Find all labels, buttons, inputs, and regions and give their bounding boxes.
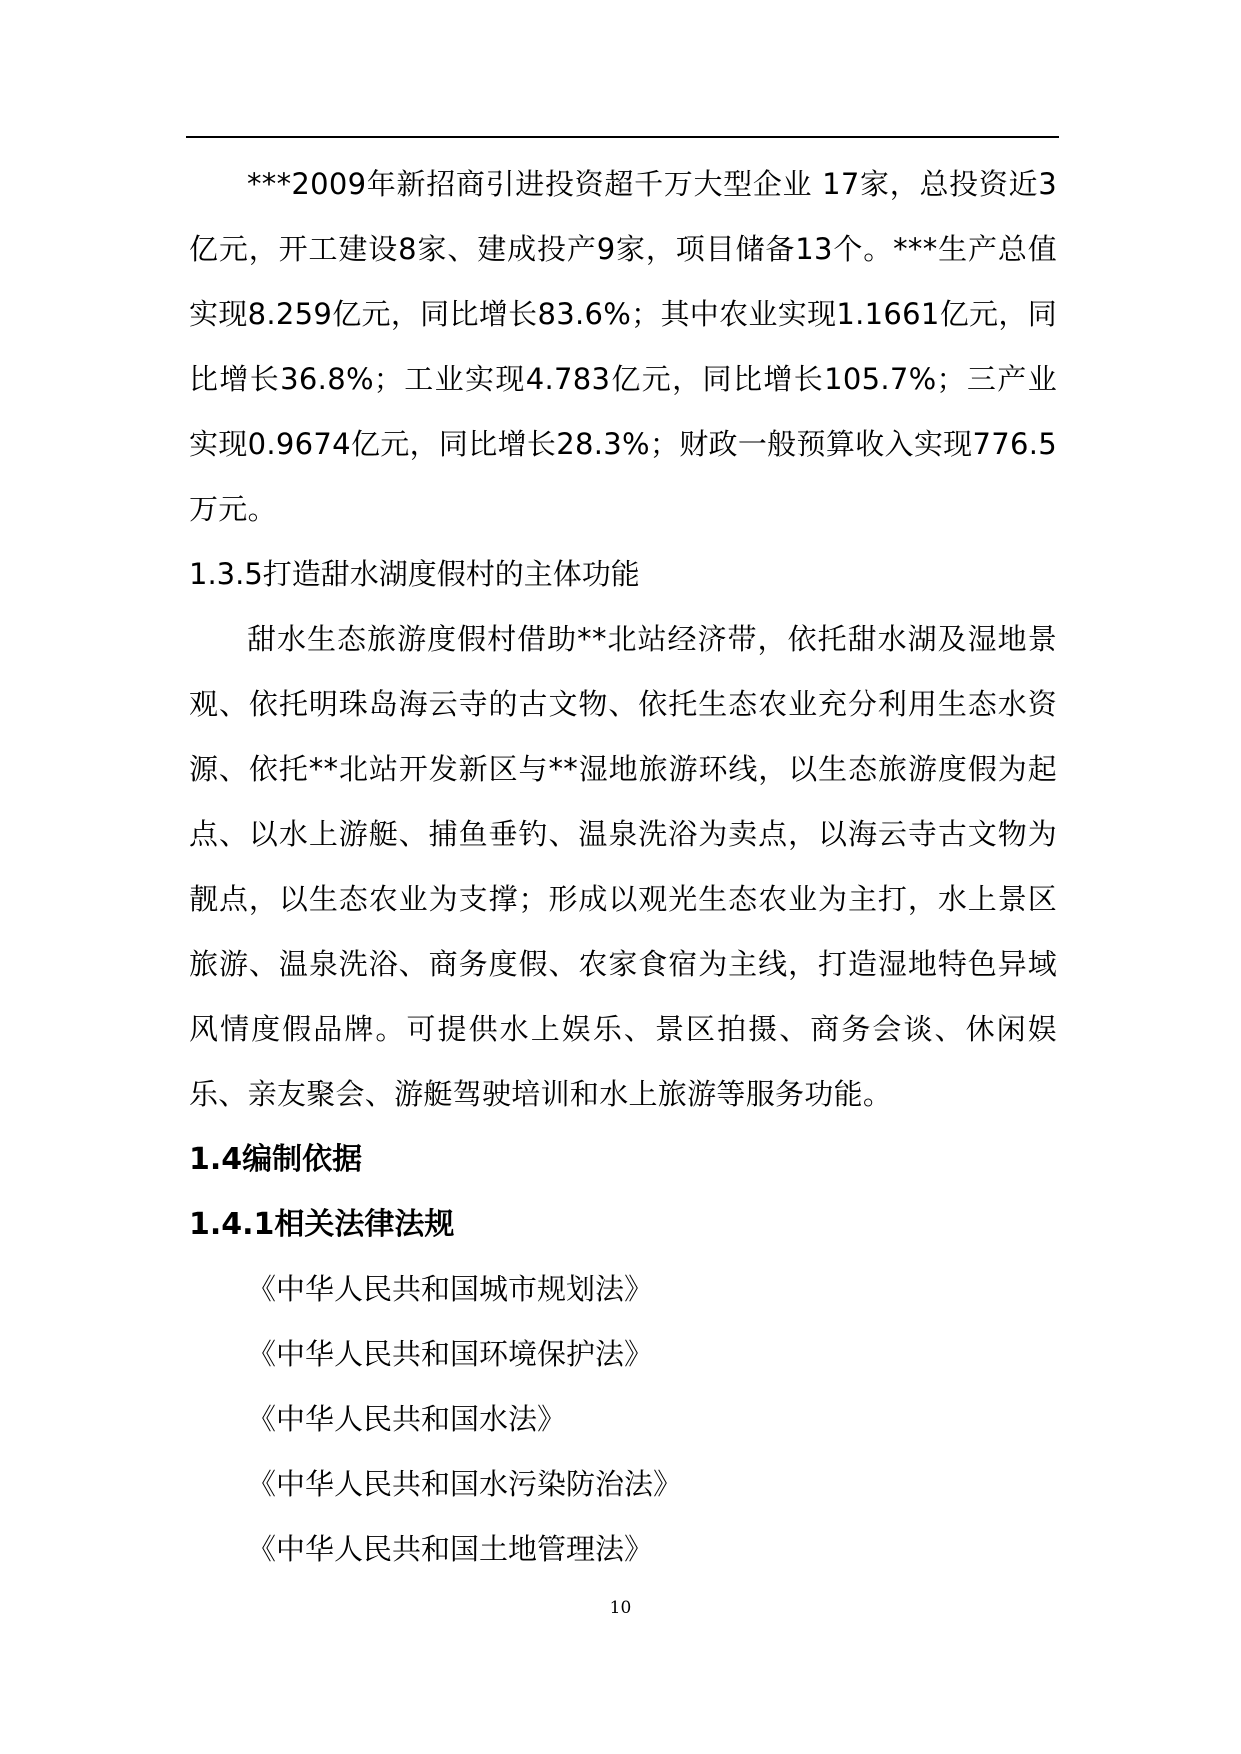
law-item: 《中华人民共和国水法》	[247, 1402, 567, 1436]
law-item: 《中华人民共和国土地管理法》	[247, 1532, 654, 1566]
law-item: 《中华人民共和国城市规划法》	[247, 1272, 654, 1306]
paragraph-resort-functions: 甜水生态旅游度假村借助**北站经济带，依托甜水湖及湿地景观、依托明珠岛海云寺的古文物、依托生态农业充分利用生态水资源、依托**北站开发新区与**湿地旅游环线，以生态旅游度假为起点、以水上游艇、捕鱼垂钓、温泉洗浴为卖点，以海云寺古文物为靓点，以生态农业为支撑；形成以观光生态农业为主打，水上景区旅游、温泉洗浴、商务度假、农家食宿为主线，打造湿地特色异域风情度假品牌。可提供水上娱乐、景区拍摄、商务会谈、休闲娱乐、亲友聚会、游艇驾驶培训和水上旅游等服务功能。	[189, 622, 1057, 1111]
header-rule	[186, 136, 1059, 138]
subsection-title-1-3-5: 1.3.5打造甜水湖度假村的主体功能	[189, 557, 640, 591]
paragraph-investment-stats: ***2009年新招商引进投资超千万大型企业 17家，总投资近3亿元，开工建设8家、建成投产9家，项目储备13个。***生产总值实现8.259亿元，同比增长83.6%；其中农业实现1.1661亿元，同比增长36.8%；工业实现4.783亿元，同比增长105.7%；三产业实现0.9674亿元，同比增长28.3%；财政一般预算收入实现776.5万元。	[189, 167, 1057, 526]
law-item: 《中华人民共和国环境保护法》	[247, 1337, 654, 1371]
section-title-1-4: 1.4编制依据	[189, 1142, 363, 1177]
page-number: 10	[609, 1598, 632, 1618]
law-list	[189, 1257, 1057, 1582]
section-title-1-4-1: 1.4.1相关法律法规	[189, 1207, 455, 1242]
law-item: 《中华人民共和国水污染防治法》	[247, 1467, 683, 1501]
page-content	[189, 152, 1057, 1582]
